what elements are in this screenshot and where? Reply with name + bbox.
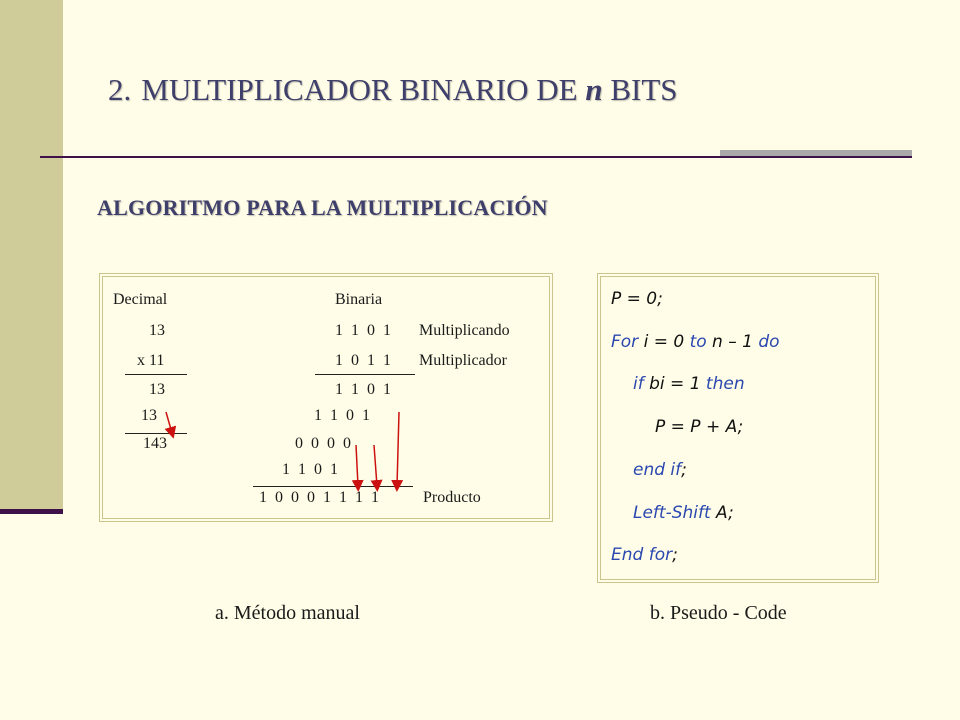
arrow-dec [166,412,172,433]
kw-for: For [611,332,639,352]
dec-product: 143 [143,435,167,452]
code-line-3 [633,374,745,394]
pseudo-code-box [600,276,876,580]
arrow-bin-3 [397,412,399,486]
title-number: 2. [108,72,132,107]
code-line-1: P = 0; [611,289,663,309]
header-decimal: Decimal [113,291,168,308]
caption-b: b. Pseudo - Code [650,602,787,624]
kw-left-shift: Left-Shift [633,503,711,523]
dec-partial-2: 13 [141,407,157,424]
title-text: MULTIPLICADOR BINARIO DE [141,72,586,107]
bin-partial-3: 0 0 0 0 [295,435,351,452]
code-line-6-end: A; [710,503,734,523]
code-line-7 [611,545,678,565]
arrow-bin-2 [374,445,377,486]
bin-multiplicand: 1 1 0 1 [335,322,391,339]
dec-multiplier: x 11 [137,352,165,369]
code-line-5-end: ; [681,460,687,480]
label-product: Producto [423,489,481,506]
kw-then: then [705,374,745,394]
kw-do: do [758,332,780,352]
title-var: n [585,72,603,107]
title-suffix: BITS [602,72,678,107]
dec-multiplicand: 13 [149,322,165,339]
section-subtitle: ALGORITMO PARA LA MULTIPLICACIÓN [97,195,548,220]
arrow-bin-1 [356,445,358,486]
bin-partial-1: 1 1 0 1 [335,381,391,398]
code-line-4: P = P + A; [655,417,744,437]
code-line-7-end: ; [672,545,678,565]
bin-multiplier: 1 0 1 1 [335,352,391,369]
bin-partial-2: 1 1 0 1 [314,407,370,424]
label-multiplier: Multiplicador [419,352,507,369]
header-binaria: Binaria [335,291,383,308]
caption-a: a. Método manual [215,602,360,624]
code-line-5 [633,460,687,480]
code-line-6 [633,503,734,523]
kw-if: if [633,374,644,394]
label-multiplicand: Multiplicando [419,322,510,339]
dec-partial-1: 13 [149,381,165,398]
code-line-2 [611,332,780,352]
kw-to: to [689,332,707,352]
kw-end-for: End for [611,545,673,565]
code-line-2-end: n – 1 [706,332,759,352]
bin-product: 1 0 0 0 1 1 1 1 [259,489,379,506]
code-line-2-mid: i = 0 [638,332,690,352]
kw-end-if: end if [633,460,682,480]
bin-partial-4: 1 1 0 1 [282,461,338,478]
code-line-3-mid: bi = 1 [643,374,706,394]
